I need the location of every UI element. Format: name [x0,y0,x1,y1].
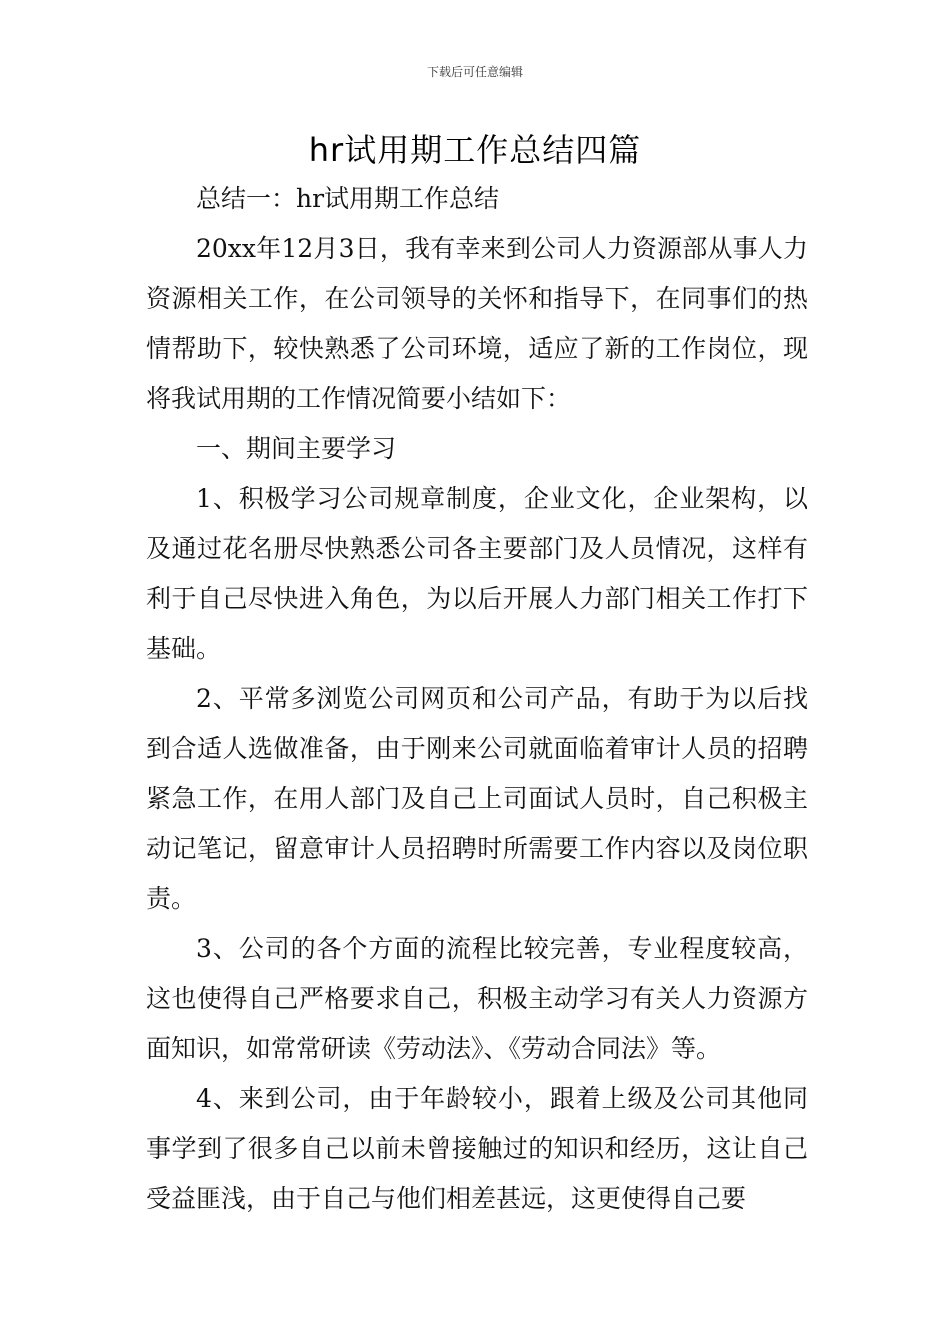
list-item-3: 3、公司的各个方面的流程比较完善，专业程度较高，这也使得自己严格要求自己，积极主动学习有关人力资源方面知识，如常常研读《劳动法》、《劳动合同法》等。 [146,934,808,1063]
document-title: hr试用期工作总结四篇 [308,131,642,169]
document-body [146,174,808,1224]
intro-paragraph: 20xx年12月3日，我有幸来到公司人力资源部从事人力资源相关工作，在公司领导的关怀和指导下，在同事们的热情帮助下，较快熟悉了公司环境，适应了新的工作岗位，现将我试用期的工作情况简要小结如下： [146,234,808,413]
page-header-note: 下载后可任意编辑 [426,65,523,79]
list-item-1: 1、积极学习公司规章制度，企业文化，企业架构，以及通过花名册尽快熟悉公司各主要部门及人员情况，这样有利于自己尽快进入角色，为以后开展人力部门相关工作打下基础。 [146,484,808,663]
section-heading: 总结一：hr试用期工作总结 [196,184,500,213]
list-item-2: 2、平常多浏览公司网页和公司产品，有助于为以后找到合适人选做准备，由于刚来公司就面临着审计人员的招聘紧急工作，在用人部门及自己上司面试人员时，自己积极主动记笔记，留意审计人员招聘时所需要工作内容以及岗位职责。 [146,684,808,913]
subheading: 一、期间主要学习 [196,434,397,463]
list-item-4: 4、来到公司，由于年龄较小，跟着上级及公司其他同事学到了很多自己以前未曾接触过的知识和经历，这让自己受益匪浅，由于自己与他们相差甚远，这更使得自己要 [146,1084,808,1213]
